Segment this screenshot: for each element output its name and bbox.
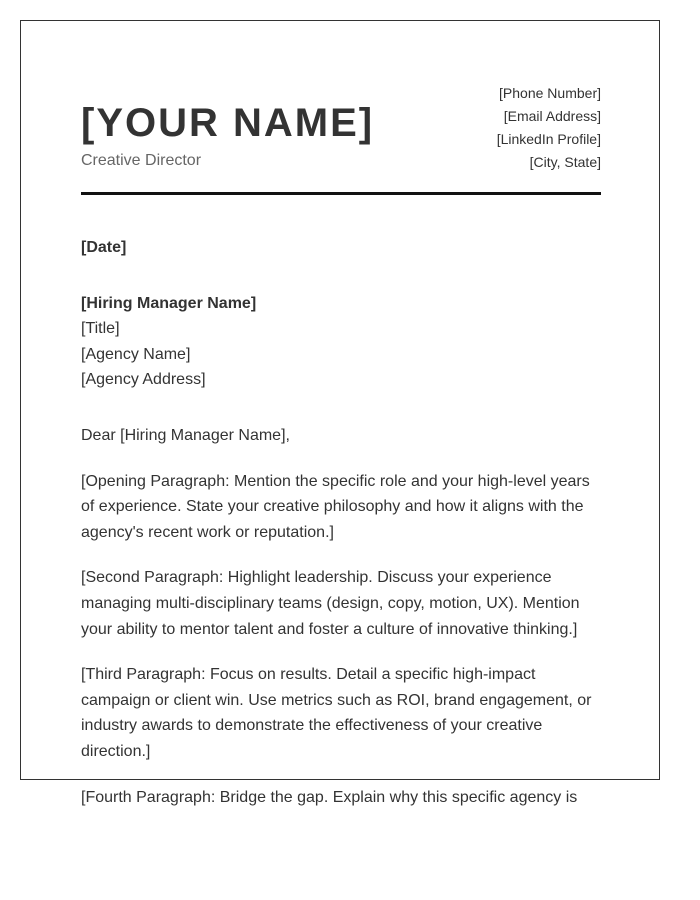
contact-phone: [Phone Number] [499, 85, 601, 101]
salutation: Dear [Hiring Manager Name], [81, 426, 290, 444]
header-divider [81, 192, 601, 195]
recipient-block [81, 291, 601, 393]
letter-header [81, 60, 601, 195]
recipient-address: [Agency Address] [81, 371, 206, 389]
contact-block [497, 82, 601, 174]
letter-body [81, 235, 601, 830]
paragraph-fourth: [Fourth Paragraph: Bridge the gap. Explain why this specific agency is [81, 788, 578, 806]
applicant-role: Creative Director [81, 152, 202, 169]
paragraph-third: [Third Paragraph: Focus on results. Detail a specific high-impact campaign or client win. Use metrics such as ROI, brand engagement, or industry awards to demonstrate the effectiveness of your creative direction.] [81, 666, 592, 760]
paragraph-opening: [Opening Paragraph: Mention the specific role and your high-level years of experience. State your creative philosophy and how it aligns with the agency's recent work or reputation.] [81, 472, 590, 541]
recipient-title: [Title] [81, 320, 120, 338]
paragraph-second: [Second Paragraph: Highlight leadership. Discuss your experience managing multi-disciplinary teams (design, copy, motion, UX). Mention your ability to mentor talent and foster a culture of innovative thinking.] [81, 569, 580, 638]
applicant-name: [YOUR NAME] [81, 101, 375, 145]
contact-location: [City, State] [529, 154, 601, 170]
recipient-name: [Hiring Manager Name] [81, 294, 257, 312]
contact-email: [Email Address] [503, 108, 601, 124]
letter-date: [Date] [81, 239, 127, 256]
recipient-agency: [Agency Name] [81, 345, 191, 363]
contact-linkedin: [LinkedIn Profile] [496, 131, 601, 147]
cover-letter [81, 60, 601, 806]
